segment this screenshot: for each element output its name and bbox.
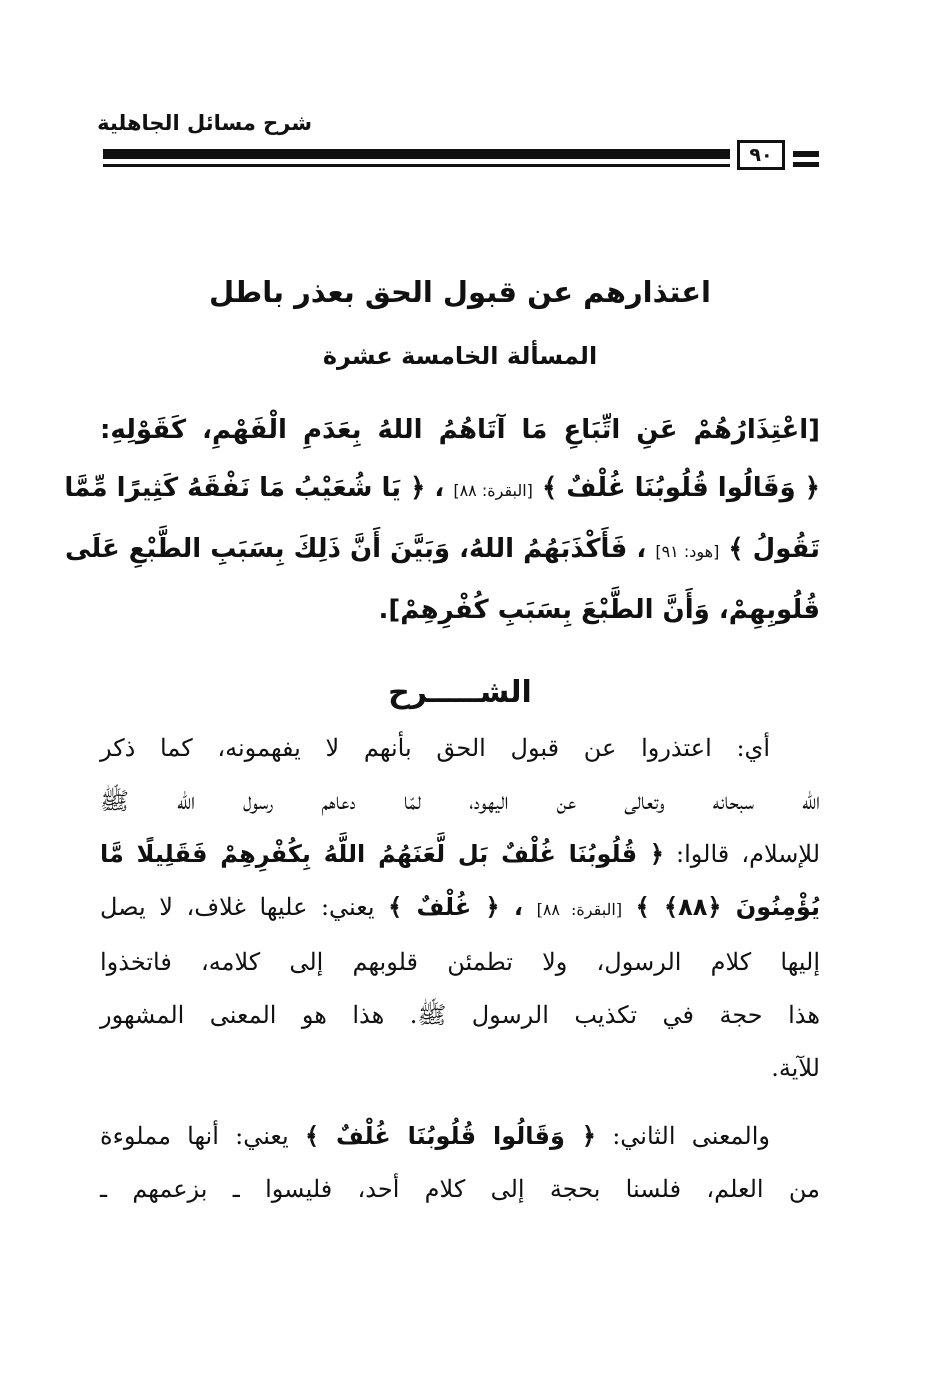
verse-reference: [هود: ٩١]	[655, 542, 720, 561]
paragraph-line: إليها كلام الرسول، ولا تطمئن قلوبهم إلى كلامه، فاتخذوا	[100, 948, 820, 976]
section-title: اعتذارهم عن قبول الحق بعذر باطل	[209, 275, 711, 309]
running-header-title: شرح مسائل الجاهلية	[97, 111, 312, 135]
paragraph-line	[100, 828, 820, 881]
header-rule-end	[793, 162, 819, 167]
commentary-paragraph	[100, 722, 820, 1095]
verse-reference: [البقرة: ٨٨]	[453, 481, 533, 500]
header-rule-thick	[103, 149, 730, 159]
section-subtitle: المسألة الخامسة عشرة	[322, 342, 598, 370]
matn-fragment: ، ﴿ يَا شُعَيْبُ مَا نَفْقَهُ كَثِيرًا مِّمَّا	[64, 473, 445, 503]
paragraph-line: للآية.	[771, 1054, 820, 1082]
quran-quote: ﴿ قُلُوبُنَا غُلْفٌ بَل لَّعَنَهُمُ اللَّهُ بِكُفْرِهِمْ فَقَلِيلًا مَّا	[100, 840, 664, 868]
paragraph-fragment: للإسلام، قالوا:	[676, 840, 821, 868]
paragraph-fragment: والمعنى الثاني:	[612, 1122, 770, 1150]
paragraph-line: الله سبحانه وتعالى عن اليهود، لمّا دعاهم رسول الله ﷺ	[100, 787, 820, 815]
quran-quote: تَقُولُ ﴾	[728, 534, 820, 564]
header-rule-end	[793, 151, 819, 157]
matn-line	[65, 520, 820, 581]
matn-fragment: ، فَأَكْذَبَهُمُ اللهُ، وَبَيَّنَ أَنَّ ذَلِكَ بِسَبَبِ الطَّبْعِ عَلَى	[65, 534, 647, 564]
commentary-paragraph	[100, 1110, 820, 1216]
paragraph-line: من العلم، فلسنا بحجة إلى كلام أحد، فليسوا ـ بزعمهم ـ	[100, 1175, 820, 1203]
paragraph-line: هذا حجة في تكذيب الرسول ﷺ. هذا هو المعنى المشهور	[100, 1001, 820, 1029]
paragraph-line	[100, 881, 820, 936]
commentary-heading: الشـــــرح	[388, 675, 532, 710]
matn-line: [اعْتِذَارُهُمْ عَنِ اتِّبَاعِ مَا آتَاهُمُ اللهُ بِعَدَمِ الْفَهْمِ، كَقَوْلِهِ:	[100, 415, 820, 445]
matn-text	[64, 401, 820, 639]
paragraph-line: أي: اعتذروا عن قبول الحق بأنهم لا يفهمونه، كما ذكر	[100, 734, 770, 762]
quran-quote: ﴿ وَقَالُوا قُلُوبُنَا غُلْفٌ ﴾	[541, 473, 820, 503]
quran-quote: ﴿ وَقَالُوا قُلُوبُنَا غُلْفٌ ﴾	[304, 1122, 596, 1150]
paragraph-fragment: يعني: أنها مملوءة	[100, 1122, 289, 1150]
matn-line	[64, 459, 820, 520]
matn-line: قُلُوبِهِمْ، وَأَنَّ الطَّبْعَ بِسَبَبِ كُفْرِهِمْ].	[378, 595, 820, 625]
paragraph-line	[100, 1110, 820, 1163]
paragraph-fragment: يعني: عليها غلاف، لا يصل	[100, 893, 375, 921]
verse-reference: [البقرة: ٨٨]	[536, 900, 623, 919]
header-rule-thin	[103, 164, 730, 167]
page-number: ٩٠	[737, 140, 785, 170]
quran-quote: يُؤْمِنُونَ ﴿٨٨﴾ ﴾	[635, 893, 820, 921]
quran-quote: ، ﴿ غُلْفٌ ﴾	[388, 893, 523, 921]
